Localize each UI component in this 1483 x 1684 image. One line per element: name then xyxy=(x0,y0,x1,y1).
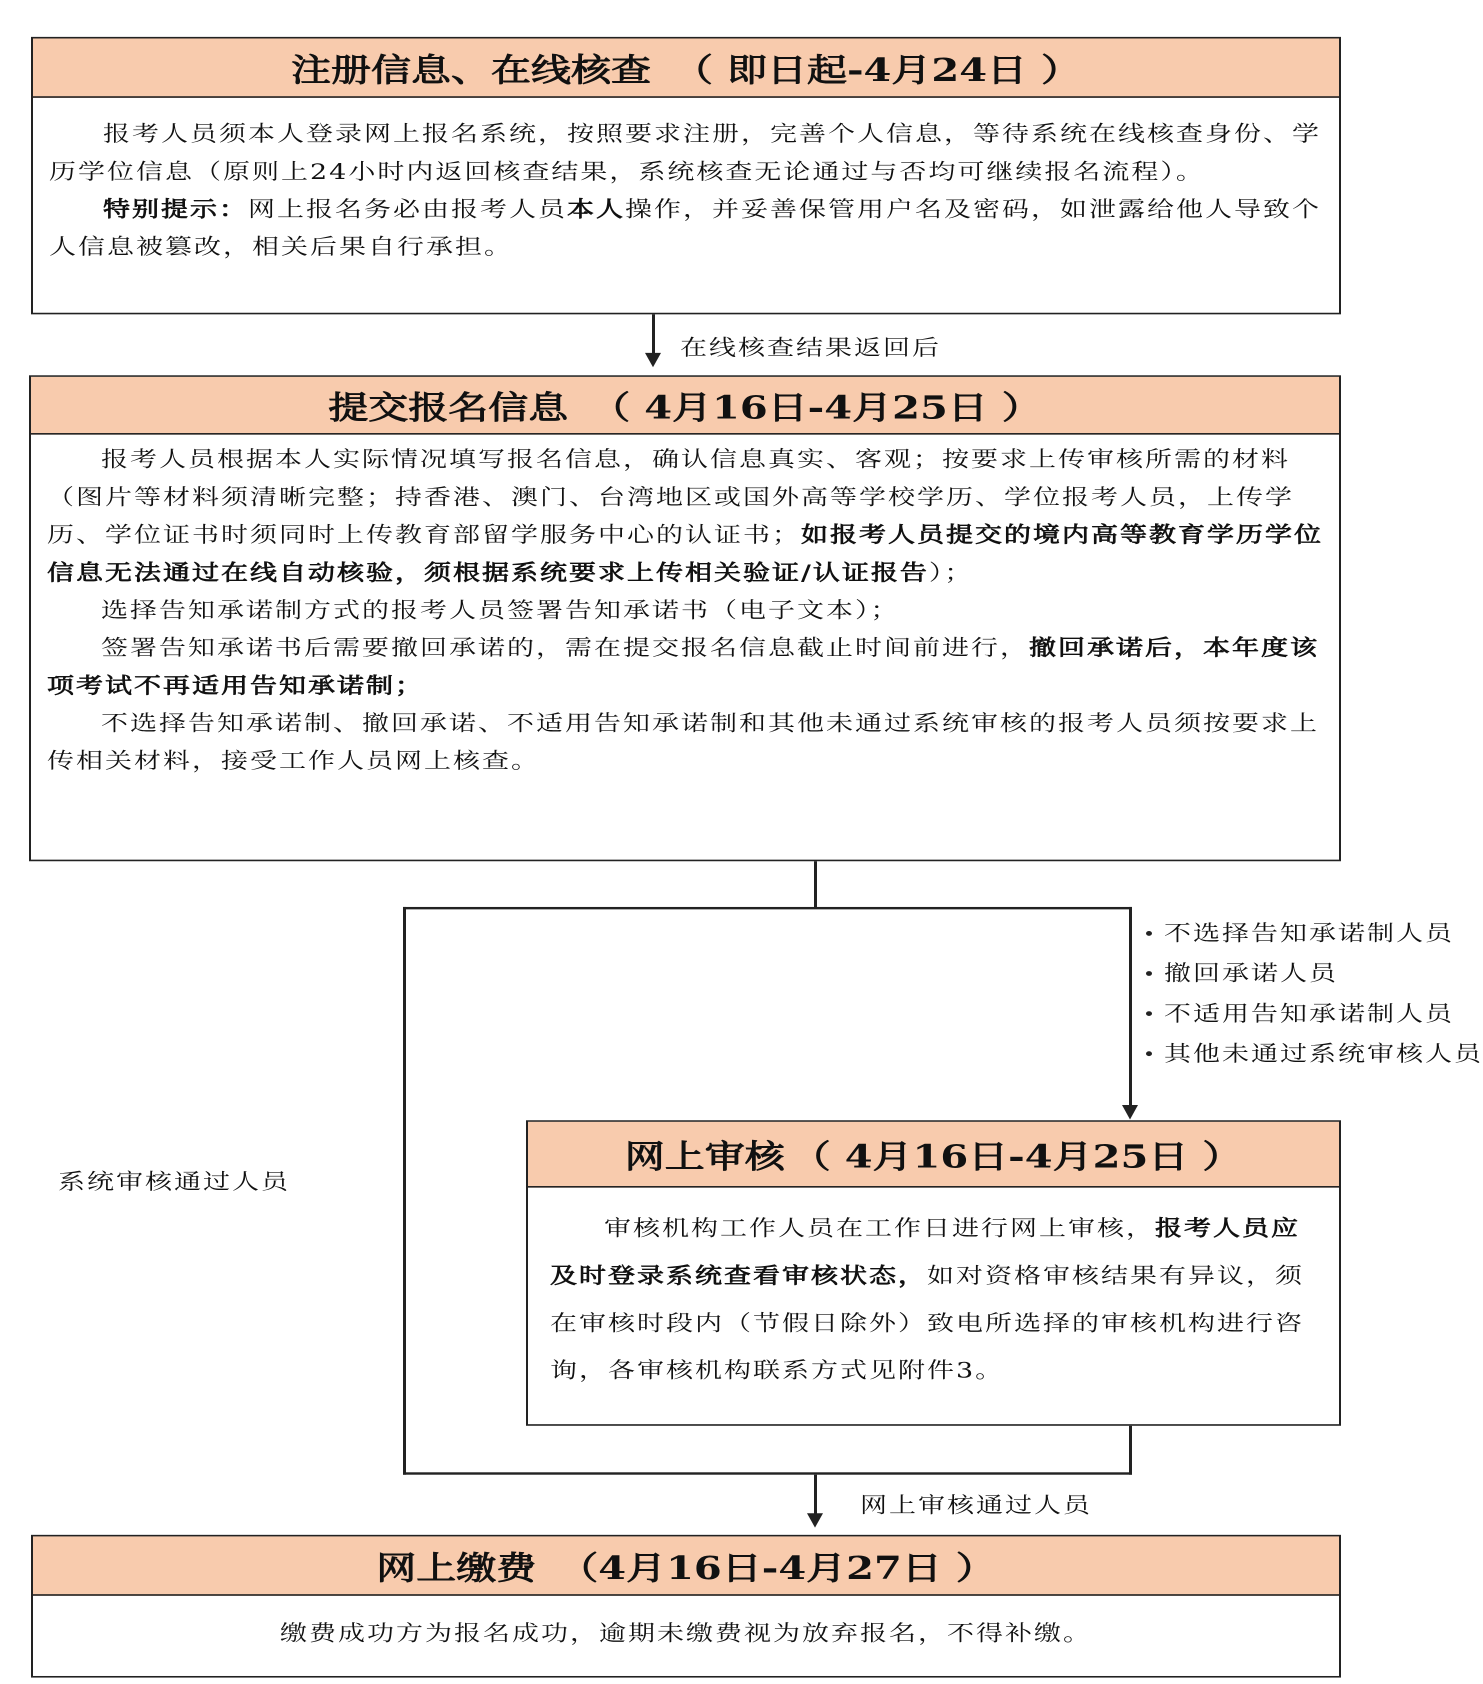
arrow2-head xyxy=(1122,1105,1138,1119)
step1-para1: 报考人员须本人登录网上报名系统，按照要求注册，完善个人信息，等待系统在线核查身份、学历学位信息（原则上24小时内返回核查结果，系统核查无论通过与否均可继续报名流程）。 xyxy=(49,121,1321,185)
step2-body xyxy=(31,435,1339,789)
step4-header xyxy=(33,1536,1339,1595)
arrow1-line xyxy=(652,314,655,354)
connector-horizontal-bottom xyxy=(403,1472,1132,1474)
step4-box xyxy=(31,1535,1341,1678)
step3-date: （ 4月16日-4月25日 ） xyxy=(790,1137,1243,1176)
list-item: 不选择告知承诺制人员 xyxy=(1146,914,1483,954)
step4-para: 缴费成功方为报名成功，逾期未缴费视为放弃报名，不得补缴。 xyxy=(280,1621,1092,1647)
bullet-dot xyxy=(1146,971,1152,976)
step1-para2-a: 网上报名务必由报考人员 xyxy=(248,197,567,223)
step4-date: （4月16日-4月27日 ） xyxy=(558,1548,996,1587)
step2-para2: 选择告知承诺制方式的报考人员签署告知承诺书（电子文本）； xyxy=(101,598,900,624)
step2-date: （ 4月16日-4月25日 ） xyxy=(590,388,1042,427)
step1-header xyxy=(33,38,1339,97)
step1-para2-bold: 本人 xyxy=(567,197,625,223)
step2-box xyxy=(29,375,1341,861)
connector-step3-down xyxy=(1129,1426,1132,1475)
step4-body xyxy=(33,1596,1339,1661)
list-item: 撤回承诺人员 xyxy=(1146,954,1483,994)
step1-date: （ 即日起-4月24日 ） xyxy=(673,50,1081,89)
step4-title: 网上缴费 xyxy=(376,1549,537,1587)
step3-body xyxy=(528,1188,1339,1403)
step3-para xyxy=(550,1205,1317,1394)
step1-box xyxy=(31,37,1341,314)
step2-para3-bold: 撤回承诺后，本年度该项考试不再适用告知承诺制； xyxy=(47,635,1319,699)
step2-header xyxy=(31,377,1339,435)
step2-para1 xyxy=(47,441,1323,592)
arrow3-line xyxy=(814,1475,817,1515)
connector-down-from-step2 xyxy=(814,861,817,908)
bullet-dot xyxy=(1146,1051,1152,1056)
bullet-dot xyxy=(1146,1011,1152,1016)
step1-para2-b: 操作，并妥善保管用户名及密码，如泄露给他人导致个人信息被篡改，相关后果自行承担。 xyxy=(49,197,1321,260)
step2-para3-a: 签署告知承诺书后需要撤回承诺的，需在提交报名信息截止时间前进行， xyxy=(101,635,1029,661)
arrow1-label: 在线核查结果返回后 xyxy=(680,335,941,361)
step2-para1-b: ）； xyxy=(928,560,974,586)
step3-para-a: 审核机构工作人员在工作日进行网上审核， xyxy=(604,1216,1155,1242)
step2-para1-bold: 如报考人员提交的境内高等教育学历学位信息无法通过在线自动核验，须根据系统要求上传相关验证/认证报告 xyxy=(47,522,1323,586)
step3-header xyxy=(528,1122,1339,1188)
connector-left-vertical xyxy=(403,907,406,1475)
bullet-dot xyxy=(1146,931,1152,936)
step1-para2 xyxy=(49,191,1323,266)
step2-title: 提交报名信息 xyxy=(328,389,569,427)
step1-special-note-label: 特别提示： xyxy=(103,197,248,223)
step3-para-b: 如对资格审核结果有异议，须在审核时段内（节假日除外）致电所选择的审核机构进行咨询，各审核机构联系方式见附件3。 xyxy=(550,1263,1304,1384)
step2-para1-a: 报考人员根据本人实际情况填写报名信息，确认信息真实、客观；按要求上传审核所需的材料（图片等材料须清晰完整；持香港、澳门、台湾地区或国外高等学校学历、学位报考人员，上传学历、学位证书时须同时上传教育部留学服务中心的认证书； xyxy=(47,447,1294,548)
connector-right-down xyxy=(1129,907,1132,1107)
list-item: 不适用告知承诺制人员 xyxy=(1146,994,1483,1034)
step3-para-bold: 报考人员应及时登录系统查看审核状态， xyxy=(550,1216,1300,1289)
step2-para3 xyxy=(47,629,1323,704)
step2-para4: 不选择告知承诺制、撤回承诺、不适用告知承诺制和其他未通过系统审核的报考人员须按要求上传相关材料，接受工作人员网上核查。 xyxy=(47,711,1319,774)
connector-horizontal-top xyxy=(403,907,1132,909)
step3-box xyxy=(526,1120,1341,1426)
arrow1-head xyxy=(645,353,661,367)
unapproved-categories-list xyxy=(1146,914,1483,1074)
step1-body xyxy=(33,98,1339,274)
arrow3-head xyxy=(807,1513,823,1527)
list-item: 其他未通过系统审核人员 xyxy=(1146,1034,1483,1074)
arrow3-label: 网上审核通过人员 xyxy=(860,1493,1092,1519)
system-approved-label: 系统审核通过人员 xyxy=(58,1169,290,1195)
step1-title: 注册信息、在线核查 xyxy=(291,51,652,89)
step3-title: 网上审核 xyxy=(624,1138,785,1176)
